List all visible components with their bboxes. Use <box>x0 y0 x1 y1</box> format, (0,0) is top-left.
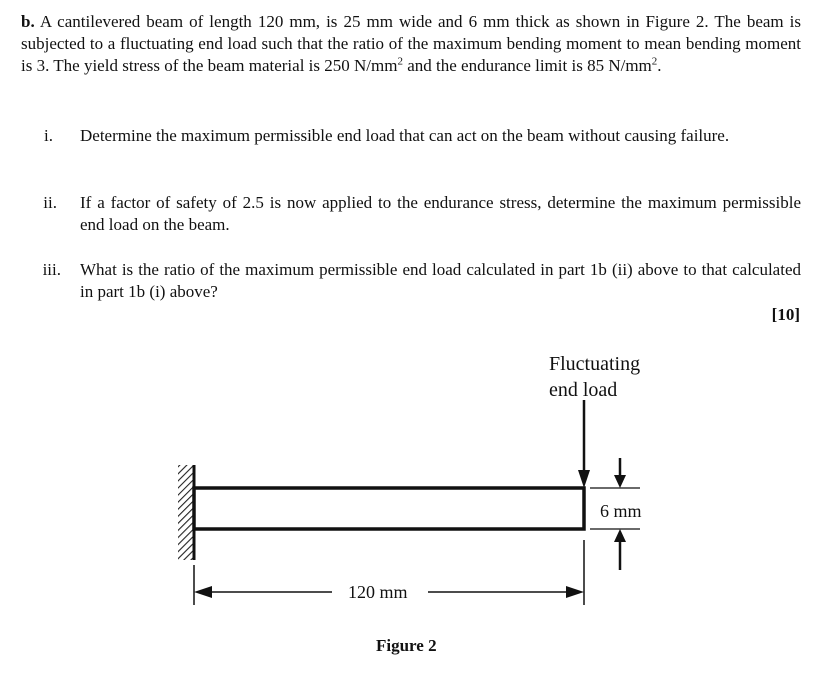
thickness-arrow-bottom-head <box>614 529 626 542</box>
figure-caption: Figure 2 <box>376 636 437 655</box>
problem-sup-a: 2 <box>397 55 403 68</box>
problem-text-a: A cantilevered beam of length 120 mm, is 25 mm wide and 6 mm thick as shown in Figure 2. The beam is subjected to a fluctuating end load such that the ratio of the maximum bending moment to mean bending moment is 3. The yield stress of the beam material is 250 N/mm <box>21 12 802 75</box>
load-arrow-head <box>578 470 590 488</box>
beam <box>194 488 584 529</box>
figure-2 <box>0 340 820 679</box>
problem-sup-b: 2 <box>651 55 658 68</box>
question-number: ii. <box>43 193 57 212</box>
thickness-arrow-top-head <box>614 475 626 488</box>
thickness-label: 6 mm <box>600 501 642 521</box>
question-text: Determine the maximum permissible end load that can act on the beam without causing failure. <box>80 126 730 145</box>
length-arrow-right <box>566 586 584 598</box>
question-number: iii. <box>42 260 61 279</box>
problem-text-b: and the endurance limit is 85 N/mm <box>402 56 652 75</box>
load-label-line1: Fluctuating <box>549 353 641 375</box>
marks-total: [10] <box>771 305 800 324</box>
problem-label: b. <box>21 12 35 31</box>
problem-text-c: . <box>657 56 662 75</box>
question-text: What is the ratio of the maximum permissible end load calculated in part 1b (ii) above to that calculated in part 1b (i) above? <box>80 260 801 301</box>
load-label-line2: end load <box>549 379 618 401</box>
length-label: 120 mm <box>348 582 408 602</box>
length-arrow-left <box>194 586 212 598</box>
question-text: If a factor of safety of 2.5 is now applied to the endurance stress, determine the maximum permissible end load on the beam. <box>80 193 801 234</box>
question-number: i. <box>44 126 53 145</box>
problem-statement <box>21 11 801 77</box>
cantilever-diagram <box>0 340 820 679</box>
wall-support-hatch <box>178 465 194 560</box>
